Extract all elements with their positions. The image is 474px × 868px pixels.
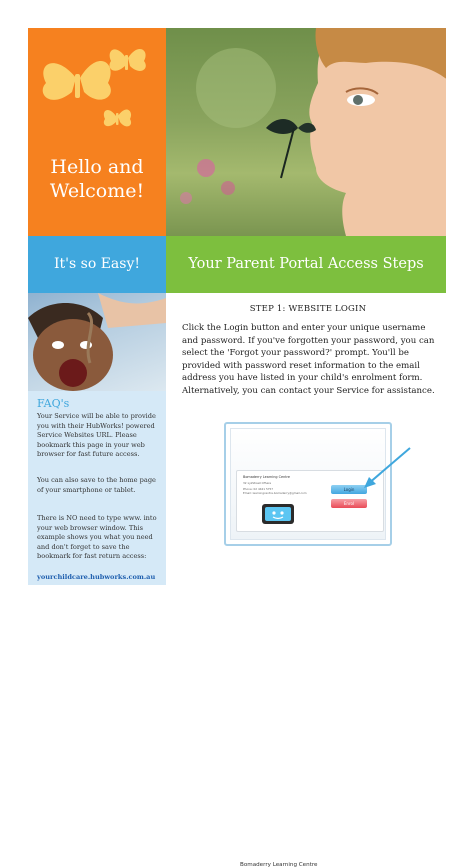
welcome-line-2: Welcome! xyxy=(49,180,145,202)
child-worm-photo xyxy=(28,293,166,391)
welcome-line-1: Hello and xyxy=(50,156,144,178)
faq-url-link[interactable]: yourchildcare.hubworks.com.au xyxy=(37,573,156,581)
faq-title: FAQ's xyxy=(37,397,70,410)
hero-orange-panel xyxy=(28,28,166,236)
portal-steps-heading: Your Parent Portal Access Steps xyxy=(188,256,424,272)
card-phone-line: Phone: 02 4421 5757 xyxy=(243,487,274,491)
card-service-name: Bomaderry Learning Centre xyxy=(243,475,290,479)
welcome-heading xyxy=(28,155,166,203)
card-address-line: 32 xyzStreet Ofhere xyxy=(243,481,272,485)
step-1-body: Click the Login button and enter your unique username and password. If you've forgotten your password, you can select the 'Forgot your password?' prompt. You'll be provided with password reset information to the email address you have listed in your child's enrolment form. Alternatively, you can contact your Service for assistance. xyxy=(182,323,435,396)
butterflies-icon xyxy=(28,28,166,148)
faq-paragraph-3: There is NO need to type www. into your web browser window. This example shows you what you need and don't forget to save the bookmark for fast return access: xyxy=(37,514,157,560)
step-1-title: STEP 1: WEBSITE LOGIN xyxy=(249,304,367,314)
faq-paragraph-1: Your Service will be able to provide you with their HubWorks! powered Service Websites URL. Please bookmark this page in your web browser for fast future access. xyxy=(37,412,156,458)
screenshot-site-title: Bomaderry Learning Centre xyxy=(240,862,318,868)
screenshot-enrol-button[interactable]: Enrol xyxy=(331,499,367,508)
screenshot-login-button[interactable]: Login xyxy=(331,485,367,494)
boy-face-illustration xyxy=(166,28,446,236)
easy-heading: It's so Easy! xyxy=(54,256,140,272)
faq-paragraph-2: You can also save to the home page of your smartphone or tablet. xyxy=(37,476,156,494)
pointer-arrow-icon xyxy=(360,446,414,490)
monitor-smiley-icon xyxy=(262,504,294,524)
boy-dragonfly-photo xyxy=(166,28,446,236)
child-illustration xyxy=(28,293,166,391)
card-email-line: Email: learningcentre.bomaderry@gmail.com xyxy=(243,491,307,495)
